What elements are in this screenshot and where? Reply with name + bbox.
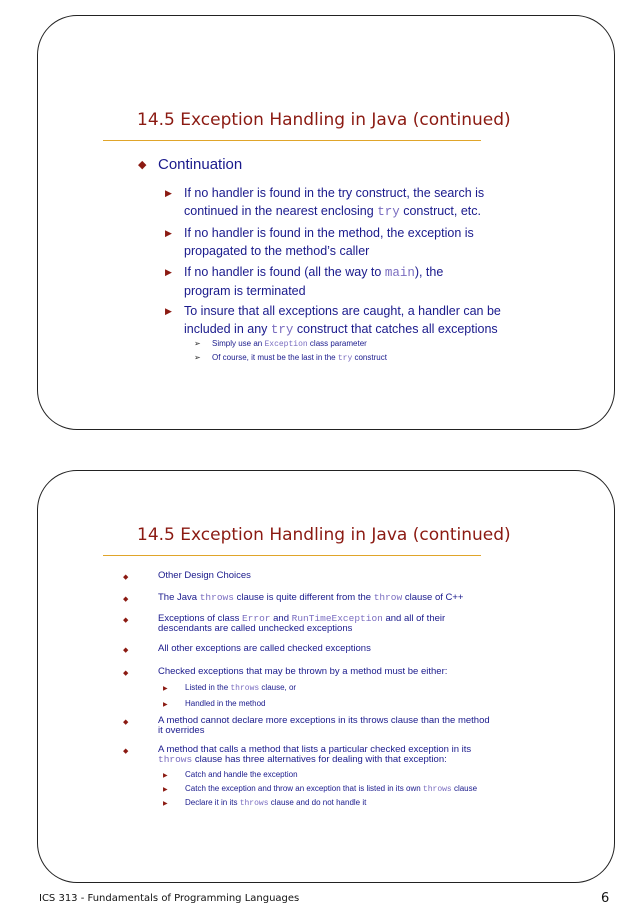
triangle-bullet-icon: ▶ — [163, 686, 168, 692]
diamond-bullet-icon: ◆ — [123, 719, 129, 726]
sub-catch-handle: Catch and handle the exception — [185, 770, 298, 779]
slide-1 — [37, 15, 615, 430]
sub-declare: Declare it in its throws clause and do not handle it — [185, 798, 367, 808]
point-1: If no handler is found in the try construct, the search is continued in the nearest enclosing try construct, etc. — [184, 186, 485, 219]
triangle-bullet-icon: ▶ — [165, 188, 172, 198]
subpoint-1: Simply use an Exception class parameter — [212, 339, 367, 349]
slide-1-title: 14.5 Exception Handling in Java (continued) — [137, 110, 511, 130]
diamond-bullet-icon: ◆ — [123, 748, 129, 755]
bullet-other-design: Other Design Choices — [158, 570, 251, 581]
diamond-bullet-icon: ◆ — [138, 159, 147, 171]
triangle-bullet-icon: ▶ — [163, 787, 168, 793]
diamond-bullet-icon: ◆ — [123, 596, 129, 603]
point-4: To insure that all exceptions are caught, a handler can be included in any try construct that catches all exceptions — [184, 304, 501, 337]
point-2: If no handler is found in the method, the exception is propagated to the method’s caller — [184, 226, 474, 258]
title-underline — [103, 140, 481, 141]
bullet-unchecked: Exceptions of class Error and RunTimeException and all of their descendants are called unchecked exceptions — [158, 613, 446, 634]
triangle-bullet-icon: ▶ — [165, 267, 172, 277]
bullet-checked-must: Checked exceptions that may be thrown by a method must be either: — [158, 666, 448, 677]
diamond-bullet-icon: ◆ — [123, 574, 129, 581]
slide-2 — [37, 470, 615, 883]
point-3: If no handler is found (all the way to main), the program is terminated — [184, 265, 444, 298]
arrow-bullet-icon: ➢ — [194, 353, 201, 362]
footer-course: ICS 313 - Fundamentals of Programming Languages — [39, 893, 300, 904]
triangle-bullet-icon: ▶ — [165, 306, 172, 316]
sub-catch-throw: Catch the exception and throw an exception that is listed in its own throws clause — [185, 784, 478, 794]
triangle-bullet-icon: ▶ — [163, 702, 168, 708]
triangle-bullet-icon: ▶ — [165, 228, 172, 238]
subpoint-2: Of course, it must be the last in the try construct — [212, 353, 387, 363]
triangle-bullet-icon: ▶ — [163, 801, 168, 807]
bullet-alternatives: A method that calls a method that lists a particular checked exception in its throws clause has three alternatives for dealing with that exception: — [158, 744, 472, 765]
diamond-bullet-icon: ◆ — [123, 670, 129, 677]
bullet-cannot-declare: A method cannot declare more exceptions in its throws clause than the method it overrides — [158, 715, 490, 736]
bullet-throws-clause: The Java throws clause is quite different from the throw clause of C++ — [158, 592, 464, 603]
diamond-bullet-icon: ◆ — [123, 647, 129, 654]
title-underline — [103, 555, 481, 556]
diamond-bullet-icon: ◆ — [123, 617, 129, 624]
sub-listed: Listed in the throws clause, or — [185, 683, 297, 693]
bullet-checked: All other exceptions are called checked exceptions — [158, 643, 371, 654]
sub-handled: Handled in the method — [185, 699, 266, 708]
page-number: 6 — [601, 891, 610, 906]
triangle-bullet-icon: ▶ — [163, 773, 168, 779]
arrow-bullet-icon: ➢ — [194, 339, 201, 348]
main-bullet-text: Continuation — [158, 156, 243, 173]
slide-2-title: 14.5 Exception Handling in Java (continued) — [137, 525, 511, 545]
